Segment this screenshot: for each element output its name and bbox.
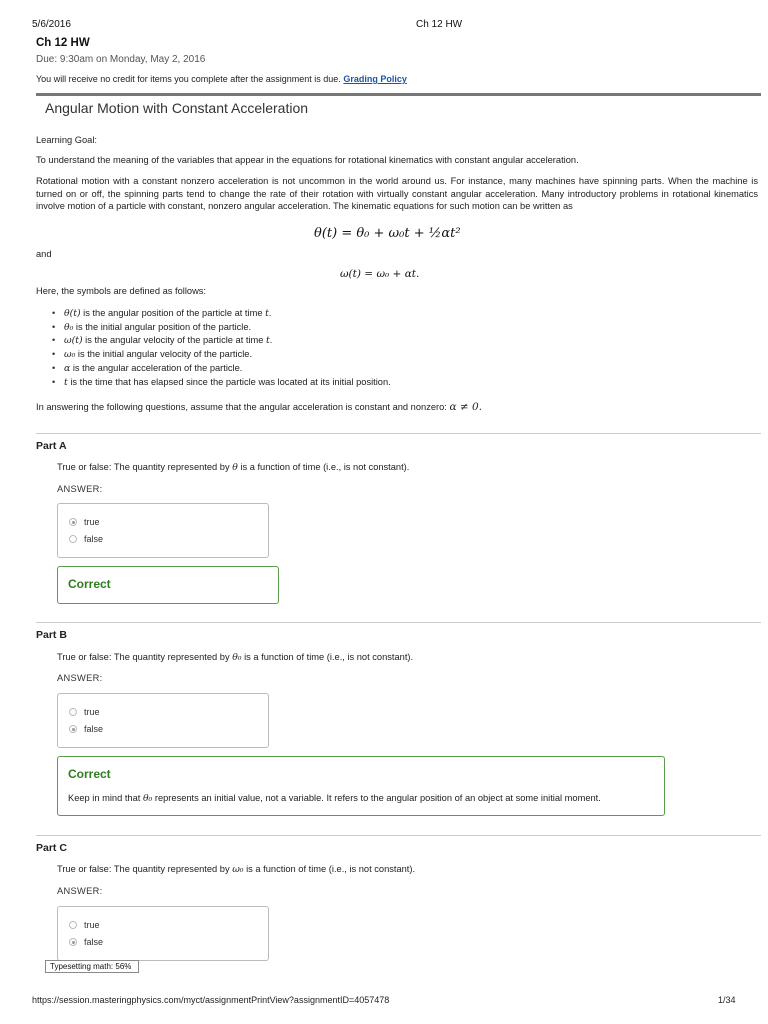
part-a-divider [36,433,761,434]
late-notice-text: You will receive no credit for items you complete after the assignment is due. [36,74,341,84]
part-c-option-true[interactable]: true [69,920,100,930]
radio-icon[interactable] [69,921,77,929]
radio-selected-icon[interactable] [69,725,77,733]
part-a-answer-box [57,503,269,558]
feedback-title: Correct [68,577,111,591]
due-date: Due: 9:30am on Monday, May 2, 2016 [36,54,206,65]
part-a-option-false[interactable]: false [69,534,103,544]
footer-url: https://session.masteringphysics.com/myct/assignmentPrintView?assignmentID=4057478 [32,995,390,1005]
list-item: • α is the angular acceleration of the particle. [52,362,391,376]
part-b-divider [36,622,761,623]
part-a-question: True or false: The quantity represented by θ is a function of time (i.e., is not constant). [57,462,410,473]
part-b-feedback [57,756,665,816]
list-item: • θ₀ is the initial angular position of the particle. [52,321,391,335]
part-b-option-false[interactable]: false [69,724,103,734]
equation-velocity: ω(t) = ω₀ + αt. [340,268,420,280]
and-label: and [36,249,52,259]
part-b-label: Part B [36,629,67,641]
grading-policy-link[interactable]: Grading Policy [343,74,407,84]
typesetting-status: Typesetting math: 56% [45,960,139,973]
assumption-text: In answering the following questions, assume that the angular acceleration is constant and nonzero: α ≠ 0. [36,401,483,413]
print-date: 5/6/2016 [32,19,71,30]
part-b-answer-box [57,693,269,748]
assignment-title: Ch 12 HW [36,37,90,49]
part-c-label: Part C [36,842,67,854]
print-title: Ch 12 HW [416,19,463,30]
part-c-answer-box [57,906,269,961]
learning-goal-text: To understand the meaning of the variables that appear in the equations for rotational kinematics with constant angular acceleration. [36,155,579,165]
radio-selected-icon[interactable] [69,938,77,946]
learning-goal-label: Learning Goal: [36,135,97,145]
list-item: • t is the time that has elapsed since the particle was located at its initial position. [52,376,391,390]
feedback-title: Correct [68,767,111,781]
radio-icon[interactable] [69,535,77,543]
part-b-question: True or false: The quantity represented by θ₀ is a function of time (i.e., is not constant). [57,652,414,663]
part-c-divider [36,835,761,836]
part-a-option-true[interactable]: true [69,517,100,527]
feedback-explanation: Keep in mind that θ₀ represents an initial value, not a variable. It refers to the angular position of an object at some initial moment. [68,793,601,804]
symbols-list [52,307,391,389]
radio-selected-icon[interactable] [69,518,77,526]
equation-position: θ(t) = θ₀ + ω₀t + ½αt² [314,226,461,241]
problem-title: Angular Motion with Constant Acceleration [45,100,309,116]
part-a-label: Part A [36,440,67,452]
part-c-answer-label: ANSWER: [57,886,103,896]
list-item: • ω(t) is the angular velocity of the particle at time t. [52,334,391,348]
part-b-answer-label: ANSWER: [57,673,103,683]
print-header [32,19,736,31]
radio-icon[interactable] [69,708,77,716]
part-a-answer-label: ANSWER: [57,484,103,494]
intro-paragraph: Rotational motion with a constant nonzero acceleration is not uncommon in the world around us. For instance, many machines have spinning parts. When the machine is turned on or off, the spinning parts tend to change the rate of their rotation with virtually constant angular acceleration. Many introductory problems in rotational kinematics involve motion of a particle with constant, nonzero angular acceleration. The kinematic equations for such motion can be written as [36,176,758,211]
part-c-question: True or false: The quantity represented by ω₀ is a function of time (i.e., is not constant). [57,864,416,875]
list-item: • θ(t) is the angular position of the particle at time t. [52,307,391,321]
list-item: • ω₀ is the initial angular velocity of the particle. [52,348,391,362]
part-c-option-false[interactable]: false [69,937,103,947]
part-a-feedback [57,566,279,604]
header-divider [36,93,761,96]
part-b-option-true[interactable]: true [69,707,100,717]
late-notice [36,74,407,84]
symbols-intro: Here, the symbols are defined as follows: [36,286,207,296]
footer-page-number: 1/34 [718,995,736,1005]
